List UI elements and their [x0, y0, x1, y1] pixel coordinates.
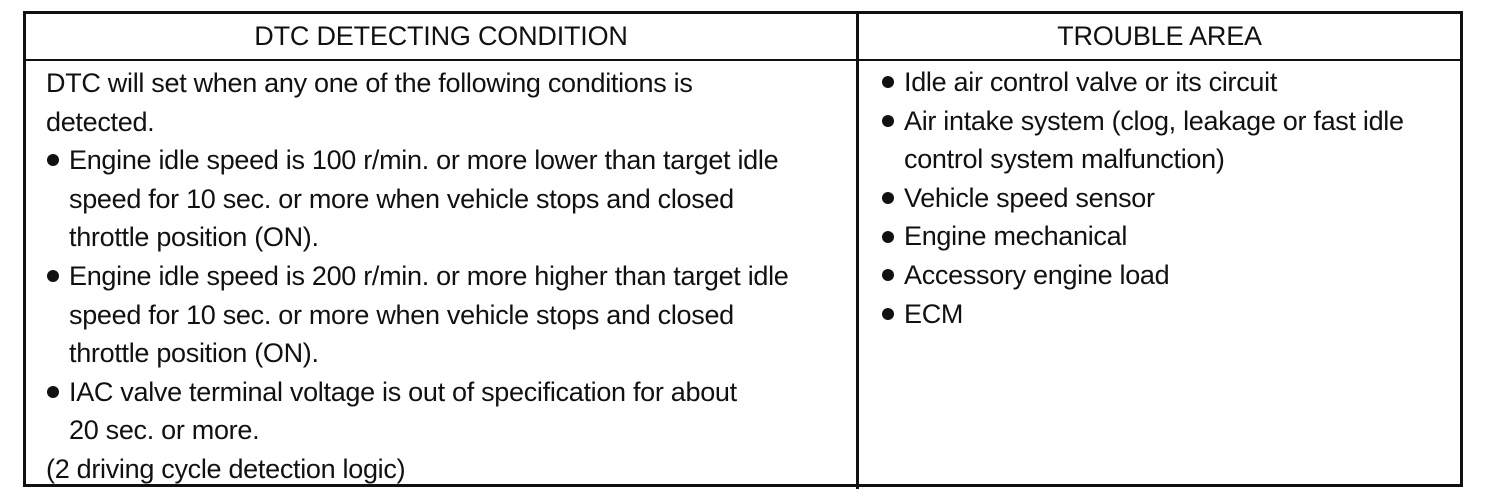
- trouble-area-line: Air intake system (clog, leakage or fast idle: [904, 105, 1404, 136]
- trouble-area-item: [881, 179, 1460, 218]
- bullet-line: Engine idle speed is 100 r/min. or more lower than target idle: [69, 145, 779, 176]
- trouble-area-item: [881, 63, 1460, 102]
- bullet-line: IAC valve terminal voltage is out of specification for about: [69, 376, 737, 407]
- bullet-icon: [881, 179, 904, 218]
- header-label: TROUBLE AREA: [1057, 21, 1262, 51]
- trouble-area-item: [881, 217, 1460, 256]
- bullet-line: Engine idle speed is 200 r/min. or more higher than target idle: [69, 260, 789, 291]
- dtc-table: [23, 11, 1463, 487]
- bullet-line: throttle position (ON).: [69, 222, 319, 253]
- bullet-icon: [881, 63, 904, 102]
- bullet-icon: [881, 295, 904, 334]
- bullet-line: speed for 10 sec. or more when vehicle stops and closed: [69, 299, 734, 330]
- header-trouble-area: [859, 14, 1460, 61]
- trouble-area-item: [881, 102, 1460, 179]
- condition-bullet: [46, 373, 856, 450]
- bullet-line: 20 sec. or more.: [69, 415, 260, 446]
- bullet-line: throttle position (ON).: [69, 338, 319, 369]
- condition-bullet: [46, 257, 856, 373]
- trouble-area-line: Engine mechanical: [904, 221, 1128, 252]
- detection-logic-note: (2 driving cycle detection logic): [46, 453, 406, 484]
- condition-bullet: [46, 141, 856, 257]
- trouble-area-cell: [859, 61, 1460, 489]
- trouble-area-line: Idle air control valve or its circuit: [904, 67, 1278, 97]
- intro-line: DTC will set when any one of the following conditions is: [46, 68, 693, 98]
- bullet-icon: [46, 373, 69, 412]
- trouble-area-line: Vehicle speed sensor: [904, 182, 1155, 213]
- bullet-icon: [46, 141, 69, 180]
- intro-line: detected.: [46, 106, 155, 137]
- bullet-line: speed for 10 sec. or more when vehicle stops and closed: [69, 183, 734, 214]
- trouble-area-line: Accessory engine load: [904, 259, 1170, 290]
- bullet-icon: [881, 102, 904, 141]
- trouble-area-item: [881, 256, 1460, 295]
- bullet-icon: [881, 256, 904, 295]
- header-dtc-detecting-condition: [26, 14, 859, 61]
- bullet-icon: [46, 257, 69, 296]
- bullet-icon: [881, 217, 904, 256]
- trouble-area-line: control system malfunction): [904, 144, 1225, 175]
- trouble-area-line: ECM: [904, 298, 964, 329]
- header-label: DTC DETECTING CONDITION: [254, 21, 628, 51]
- trouble-area-item: [881, 295, 1460, 334]
- condition-cell: [26, 61, 859, 489]
